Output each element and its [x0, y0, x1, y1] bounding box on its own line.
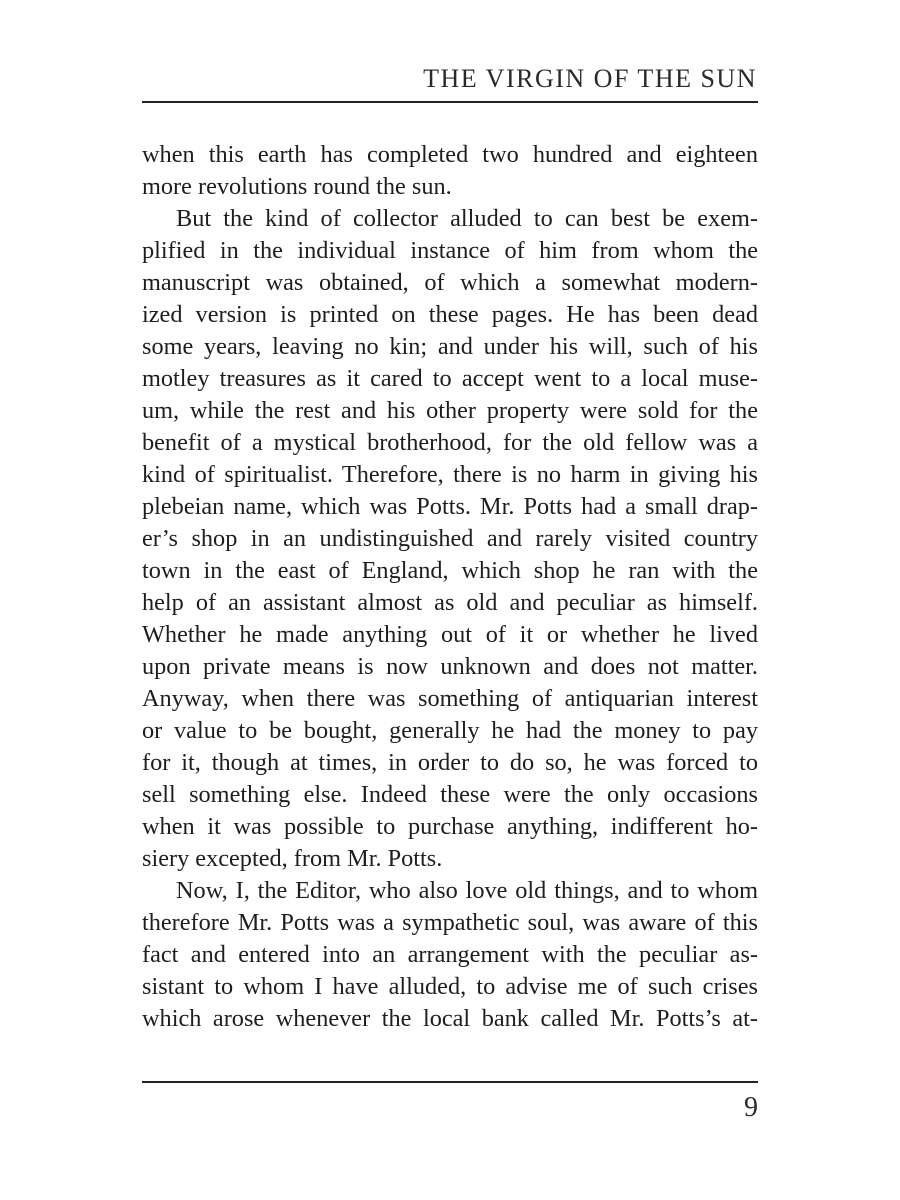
- text-line: um, while the rest and his other property were sold for the: [142, 397, 758, 424]
- text-line: sell something else. Indeed these were the only occasions: [142, 781, 758, 808]
- text-line: manuscript was obtained, of which a somewhat modern-: [142, 269, 758, 296]
- text-line: when this earth has completed two hundred and eighteen: [142, 141, 758, 168]
- text-line: therefore Mr. Potts was a sympathetic soul, was aware of this: [142, 909, 758, 936]
- text-line: Now, I, the Editor, who also love old things, and to whom: [176, 877, 758, 904]
- text-line: plebeian name, which was Potts. Mr. Potts had a small drap-: [142, 493, 758, 520]
- footer-rule: [142, 1081, 758, 1083]
- text-line: ized version is printed on these pages. He has been dead: [142, 301, 758, 328]
- text-line: kind of spiritualist. Therefore, there is no harm in giving his: [142, 461, 758, 488]
- text-line: upon private means is now unknown and does not matter.: [142, 653, 758, 680]
- text-line: siery excepted, from Mr. Potts.: [142, 845, 443, 872]
- body-text: [142, 139, 758, 1035]
- text-line: fact and entered into an arrangement with the peculiar as-: [142, 941, 758, 968]
- text-line: er’s shop in an undistinguished and rarely visited country: [142, 525, 758, 552]
- text-line: But the kind of collector alluded to can best be exem-: [176, 205, 758, 232]
- text-line: some years, leaving no kin; and under his will, such of his: [142, 333, 758, 360]
- text-line: which arose whenever the local bank called Mr. Potts’s at-: [142, 1005, 758, 1032]
- page-number: 9: [744, 1092, 758, 1123]
- text-line: sistant to whom I have alluded, to advise me of such crises: [142, 973, 758, 1000]
- text-line: benefit of a mystical brotherhood, for the old fellow was a: [142, 429, 758, 456]
- text-line: plified in the individual instance of him from whom the: [142, 237, 758, 264]
- text-line: or value to be bought, generally he had the money to pay: [142, 717, 758, 744]
- text-line: help of an assistant almost as old and peculiar as himself.: [142, 589, 758, 616]
- text-line: Anyway, when there was something of antiquarian interest: [142, 685, 758, 712]
- running-head-title: THE VIRGIN OF THE SUN: [423, 64, 757, 93]
- header-rule: [142, 101, 758, 103]
- text-line: town in the east of England, which shop he ran with the: [142, 557, 758, 584]
- text-line: when it was possible to purchase anything, indifferent ho-: [142, 813, 758, 840]
- text-line: Whether he made anything out of it or whether he lived: [142, 621, 758, 648]
- text-line: more revolutions round the sun.: [142, 173, 452, 200]
- text-line: for it, though at times, in order to do so, he was forced to: [142, 749, 758, 776]
- text-line: motley treasures as it cared to accept went to a local muse-: [142, 365, 758, 392]
